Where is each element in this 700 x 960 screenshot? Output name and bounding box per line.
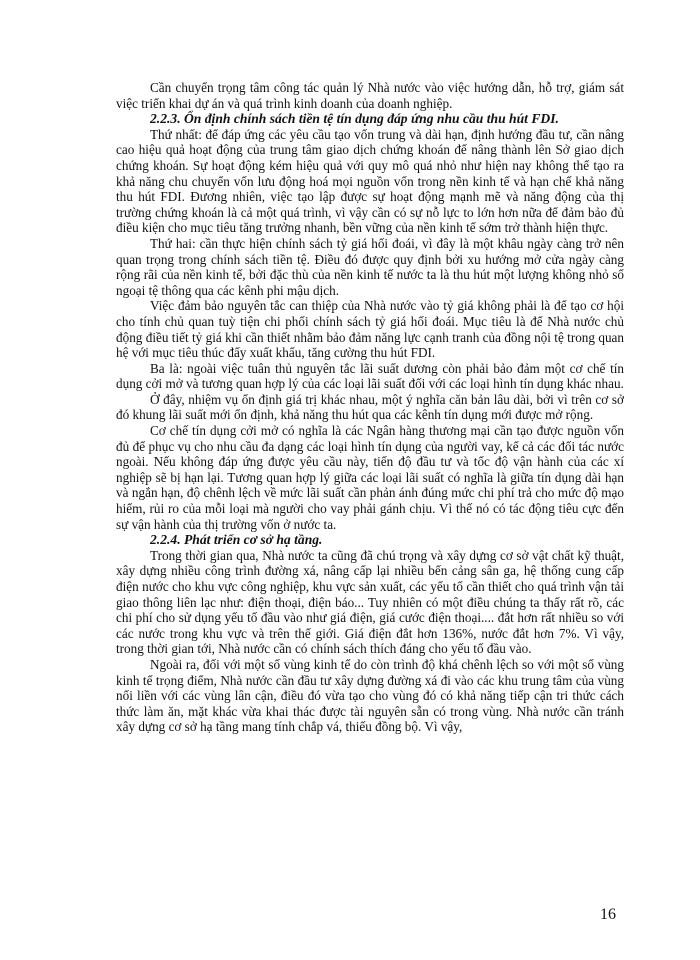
paragraph: Ngoài ra, đối với một số vùng kinh tế do còn trình độ khá chênh lệch so với một số vùng kinh tế trọng điểm, Nhà nước cần đầu tư xây dựng đường xá đi vào các khu trung tâm của vùng nối liền với các vùng lân cận, điều đó vừa tạo cho vùng đó có khả năng tiếp cận tri thức cách thức làm ăn, mặt khác vừa khai thác được tài nguyên sẵn có trong vùng. Nhà nước cần tránh xây dựng cơ sở hạ tầng mang tính chắp vá, thiếu đồng bộ. Vì vậy,: [116, 656, 624, 735]
section-heading-2-2-3: 2.2.3. Ổn định chính sách tiền tệ tín dụng đáp ứng nhu cầu thu hút FDI.: [150, 111, 559, 127]
paragraph: Ba là: ngoài việc tuân thủ nguyên tắc lãi suất dương còn phải bảo đảm một cơ chế tín dụng cởi mở và tương quan hợp lý của các loại lãi suất đối với các loại hình tín dụng khác nhau.: [116, 360, 624, 392]
paragraph: Thứ hai: cần thực hiện chính sách tỷ giá hối đoái, vì đây là một khâu ngày càng trở nên quan trọng trong chính sách tiền tệ. Điều đó được quy định bởi xu hướng mở cửa ngày càng rộng rãi của nền kinh tế, bởi đặc thù của nền kinh tế nước ta là thu hút một lượng không nhỏ số ngoại tệ thông qua các kênh phi mậu dịch.: [116, 235, 624, 298]
paragraph: Cơ chế tín dụng cởi mở có nghĩa là các Ngân hàng thương mại cần tạo được nguồn vốn đủ để phục vụ cho nhu cầu đa dạng các loại hình tín dụng của người vay, kể cả các đối tác nước ngoài. Nếu không đáp ứng được yêu cầu này, tiến độ đầu tư và tốc độ vận hành của các xí nghiệp sẽ bị hạn lại. Tương quan hợp lý giữa các loại lãi suất có nghĩa là giữa tín dụng dài hạn và ngắn hạn, độ chênh lệch về mức lãi suất cần phản ánh đúng mức chi phí trả cho mức độ mạo hiểm, rủi ro của mỗi loại mà người cho vay phải gánh chịu. Vì thế nó có tác động tiêu cực đến sự vận hành của thị trường vốn ở nước ta.: [116, 423, 624, 532]
document-body: [116, 80, 624, 735]
page-number: 16: [600, 906, 616, 923]
paragraph-intro: Cần chuyển trọng tâm công tác quản lý Nhà nước vào việc hướng dẫn, hỗ trợ, giám sát việc triển khai dự án và quá trình kinh doanh của doanh nghiệp.: [116, 80, 624, 111]
paragraph: Trong thời gian qua, Nhà nước ta cũng đã chú trọng và xây dựng cơ sở vật chất kỹ thuật, xây dựng nhiều công trình đường xá, nâng cấp lại nhiều bến cảng sân ga, hệ thống cung cấp điện nước cho khu vực công nghiệp, khu vực sản xuất, các yếu tố cần thiết cho quá trình vận tải giao thông liên lạc như: điện thoại, điện báo... Tuy nhiên có một điều chúng ta thấy rất rõ, các chi phí cho sử dụng yếu tố đầu vào như giá điện, giá cước điện thoại.... đắt hơn rất nhiều so với các nước trong khu vực và trên thế giới. Giá điện đắt hơn 136%, nước đắt hơn 7%. Vì vậy, trong thời gian tới, Nhà nước cần có chính sách thích đáng cho yếu tố đầu vào.: [116, 547, 624, 657]
paragraph: Ở đây, nhiệm vụ ổn định giá trị khác nhau, một ý nghĩa căn bản lâu dài, bởi vì trên cơ sở đó khung lãi suất mới ổn định, khả năng thu hút qua các kênh tín dụng mới được mở rộng.: [116, 391, 624, 423]
section-heading-2-2-4: 2.2.4. Phát triển cơ sở hạ tầng.: [150, 532, 323, 548]
paragraph: Thứ nhất: để đáp ứng các yêu cầu tạo vốn trung và dài hạn, định hướng đầu tư, cần nâng cao hiệu quả hoạt động của trung tâm giao dịch chứng khoán để nâng thành lên Sở giao dịch chứng khoán. Sự hoạt động kém hiệu quả với quy mô quá nhỏ như hiện nay không thể tạo ra khả năng chu chuyển vốn lưu động hoá mọi nguồn vốn trong nền kinh tế và hạn chế khả năng thu hút FDI. Đương nhiên, việc tạo lập được sự hoạt động mạnh mẽ và năng động của thị trường chứng khoán là cả một quá trình, vì vậy cần có sự nỗ lực to lớn hơn nữa để đảm bảo đủ điều kiện cho mục tiêu tăng trưởng nhanh, bền vững của nền kinh tế sớm trở thành hiện thực.: [116, 126, 624, 236]
paragraph: Việc đảm bảo nguyên tắc can thiệp của Nhà nước vào tỷ giá không phải là để tạo cơ hội cho tính chủ quan tuỳ tiện chi phối chính sách tỷ giá hối đoái. Mục tiêu là để Nhà nước chủ động điều tiết tỷ giá khi cần thiết nhằm bảo đảm năng lực cạnh tranh của đồng nội tệ trong quan hệ với mục tiêu thúc đẩy xuất khẩu, tăng cường thu hút FDI.: [116, 298, 624, 361]
